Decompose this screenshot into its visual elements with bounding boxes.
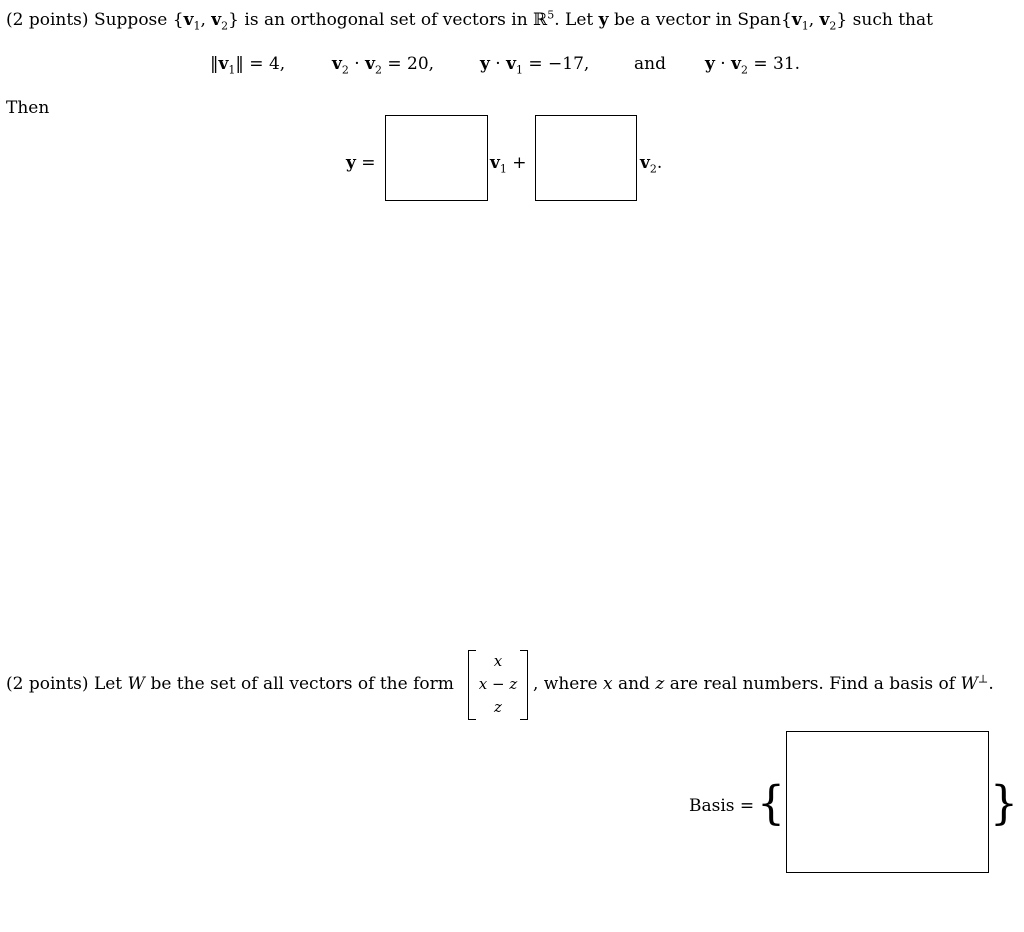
then-label: Then [6, 98, 50, 118]
problem2-statement-right: , where x and z are real numbers. Find a basis of W⊥. [533, 672, 994, 694]
problem1-statement: (2 points) Suppose {$v_1$, $v_2$} is an orthogonal set of vectors in ℝ$^5$. Let y be a vector in $Span\{v_1$, $v_2$} such that [6, 8, 933, 33]
v1-plus: $v_1$ + [490, 153, 527, 176]
given-and: and [634, 54, 666, 74]
vector-form-matrix [468, 650, 528, 718]
given-v2-dot-v2: $v_2 \cdot v_2 = 20$, [332, 54, 435, 77]
problem2-statement-left: (2 points) Let W be the set of all vectors of the form [6, 674, 454, 694]
basis-input[interactable] [786, 731, 989, 873]
coefficient-v2-input[interactable] [535, 115, 637, 201]
given-norm-v1: $‖v_1‖ = 4$, [210, 54, 286, 77]
y-equals: y = [346, 153, 376, 173]
problem1-points: (2 points) [6, 10, 89, 30]
left-brace: { [757, 776, 785, 831]
matrix-entry-1: x [493, 652, 503, 670]
coefficient-v1-input[interactable] [385, 115, 488, 201]
given-y-dot-v1: $y \cdot v_1 = -17$, [480, 54, 590, 77]
v2-period: $v_2$. [640, 153, 663, 176]
problem2-points: (2 points) [6, 674, 89, 694]
basis-label: Basis = [689, 796, 755, 816]
matrix-entry-2: x − z [478, 675, 518, 693]
matrix-entry-3: z [494, 698, 502, 716]
right-brace: } [990, 776, 1018, 831]
given-y-dot-v2: $y \cdot v_2 = 31$. [705, 54, 801, 77]
